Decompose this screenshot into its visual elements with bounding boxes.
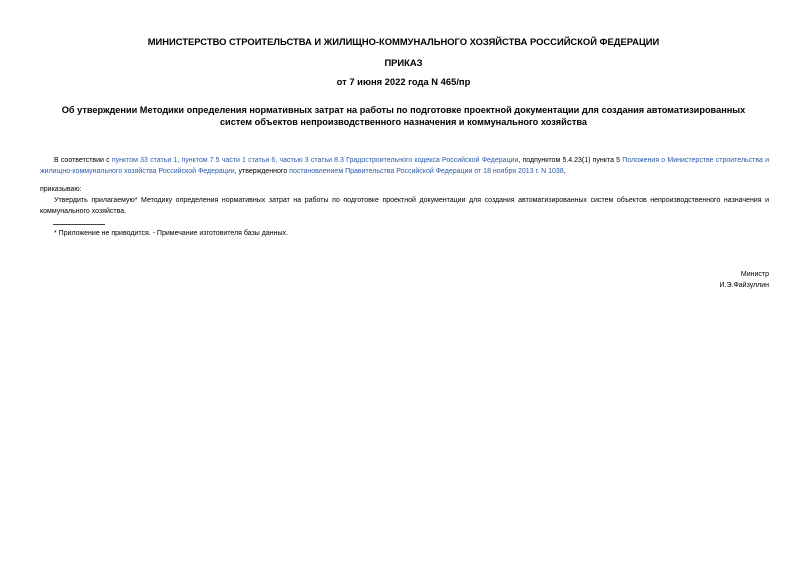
basis-mid2: , утвержденного — [234, 167, 290, 175]
footnote: * Приложение не приводится. - Примечание изготовителя базы данных. — [54, 230, 288, 237]
footnote-separator — [53, 224, 105, 225]
link-town-planning-code[interactable]: пунктом 33 статьи 1, пунктом 7.5 части 1 статьи 6, частью 3 статьи 8.3 Градостроительного кодекса Российской Федерации — [111, 157, 519, 164]
order-word: приказываю: — [40, 186, 82, 193]
basis-suffix: , — [563, 167, 566, 175]
basis-prefix: В соответствии с — [54, 157, 112, 164]
basis-mid1: , подпунктом 5.4.23(1) пункта 5 — [518, 157, 623, 164]
basis-paragraph — [40, 156, 769, 177]
ministry-heading: МИНИСТЕРСТВО СТРОИТЕЛЬСТВА И ЖИЛИЩНО-КОММУНАЛЬНОГО ХОЗЯЙСТВА РОССИЙСКОЙ ФЕДЕРАЦИИ — [147, 36, 660, 47]
signature-name: И.Э.Файзуллин — [719, 282, 769, 289]
document-title: Об утверждении Методики определения нормативных затрат на работы по подготовке проектной документации для создания автоматизированных систем объектов непроизводственного назначения и коммунального хозяйства — [61, 105, 746, 127]
approve-paragraph: Утвердить прилагаемую* Методику определения нормативных затрат на работы по подготовке проектной документации для создания автоматизированных систем объектов непроизводственного назначения и коммунального хозяйства. — [40, 197, 769, 215]
document-date: от 7 июня 2022 года N 465/пр — [336, 76, 471, 87]
link-ministry-regulation[interactable]: Положения о Министерстве строительства и жилищно-коммунального хозяйства Российской Федерации — [40, 157, 770, 175]
link-government-decree[interactable]: постановлением Правительства Российской Федерации от 18 ноября 2013 г. N 1038 — [289, 167, 564, 175]
document-type: ПРИКАЗ — [384, 57, 423, 68]
signature-position: Министр — [740, 271, 769, 278]
